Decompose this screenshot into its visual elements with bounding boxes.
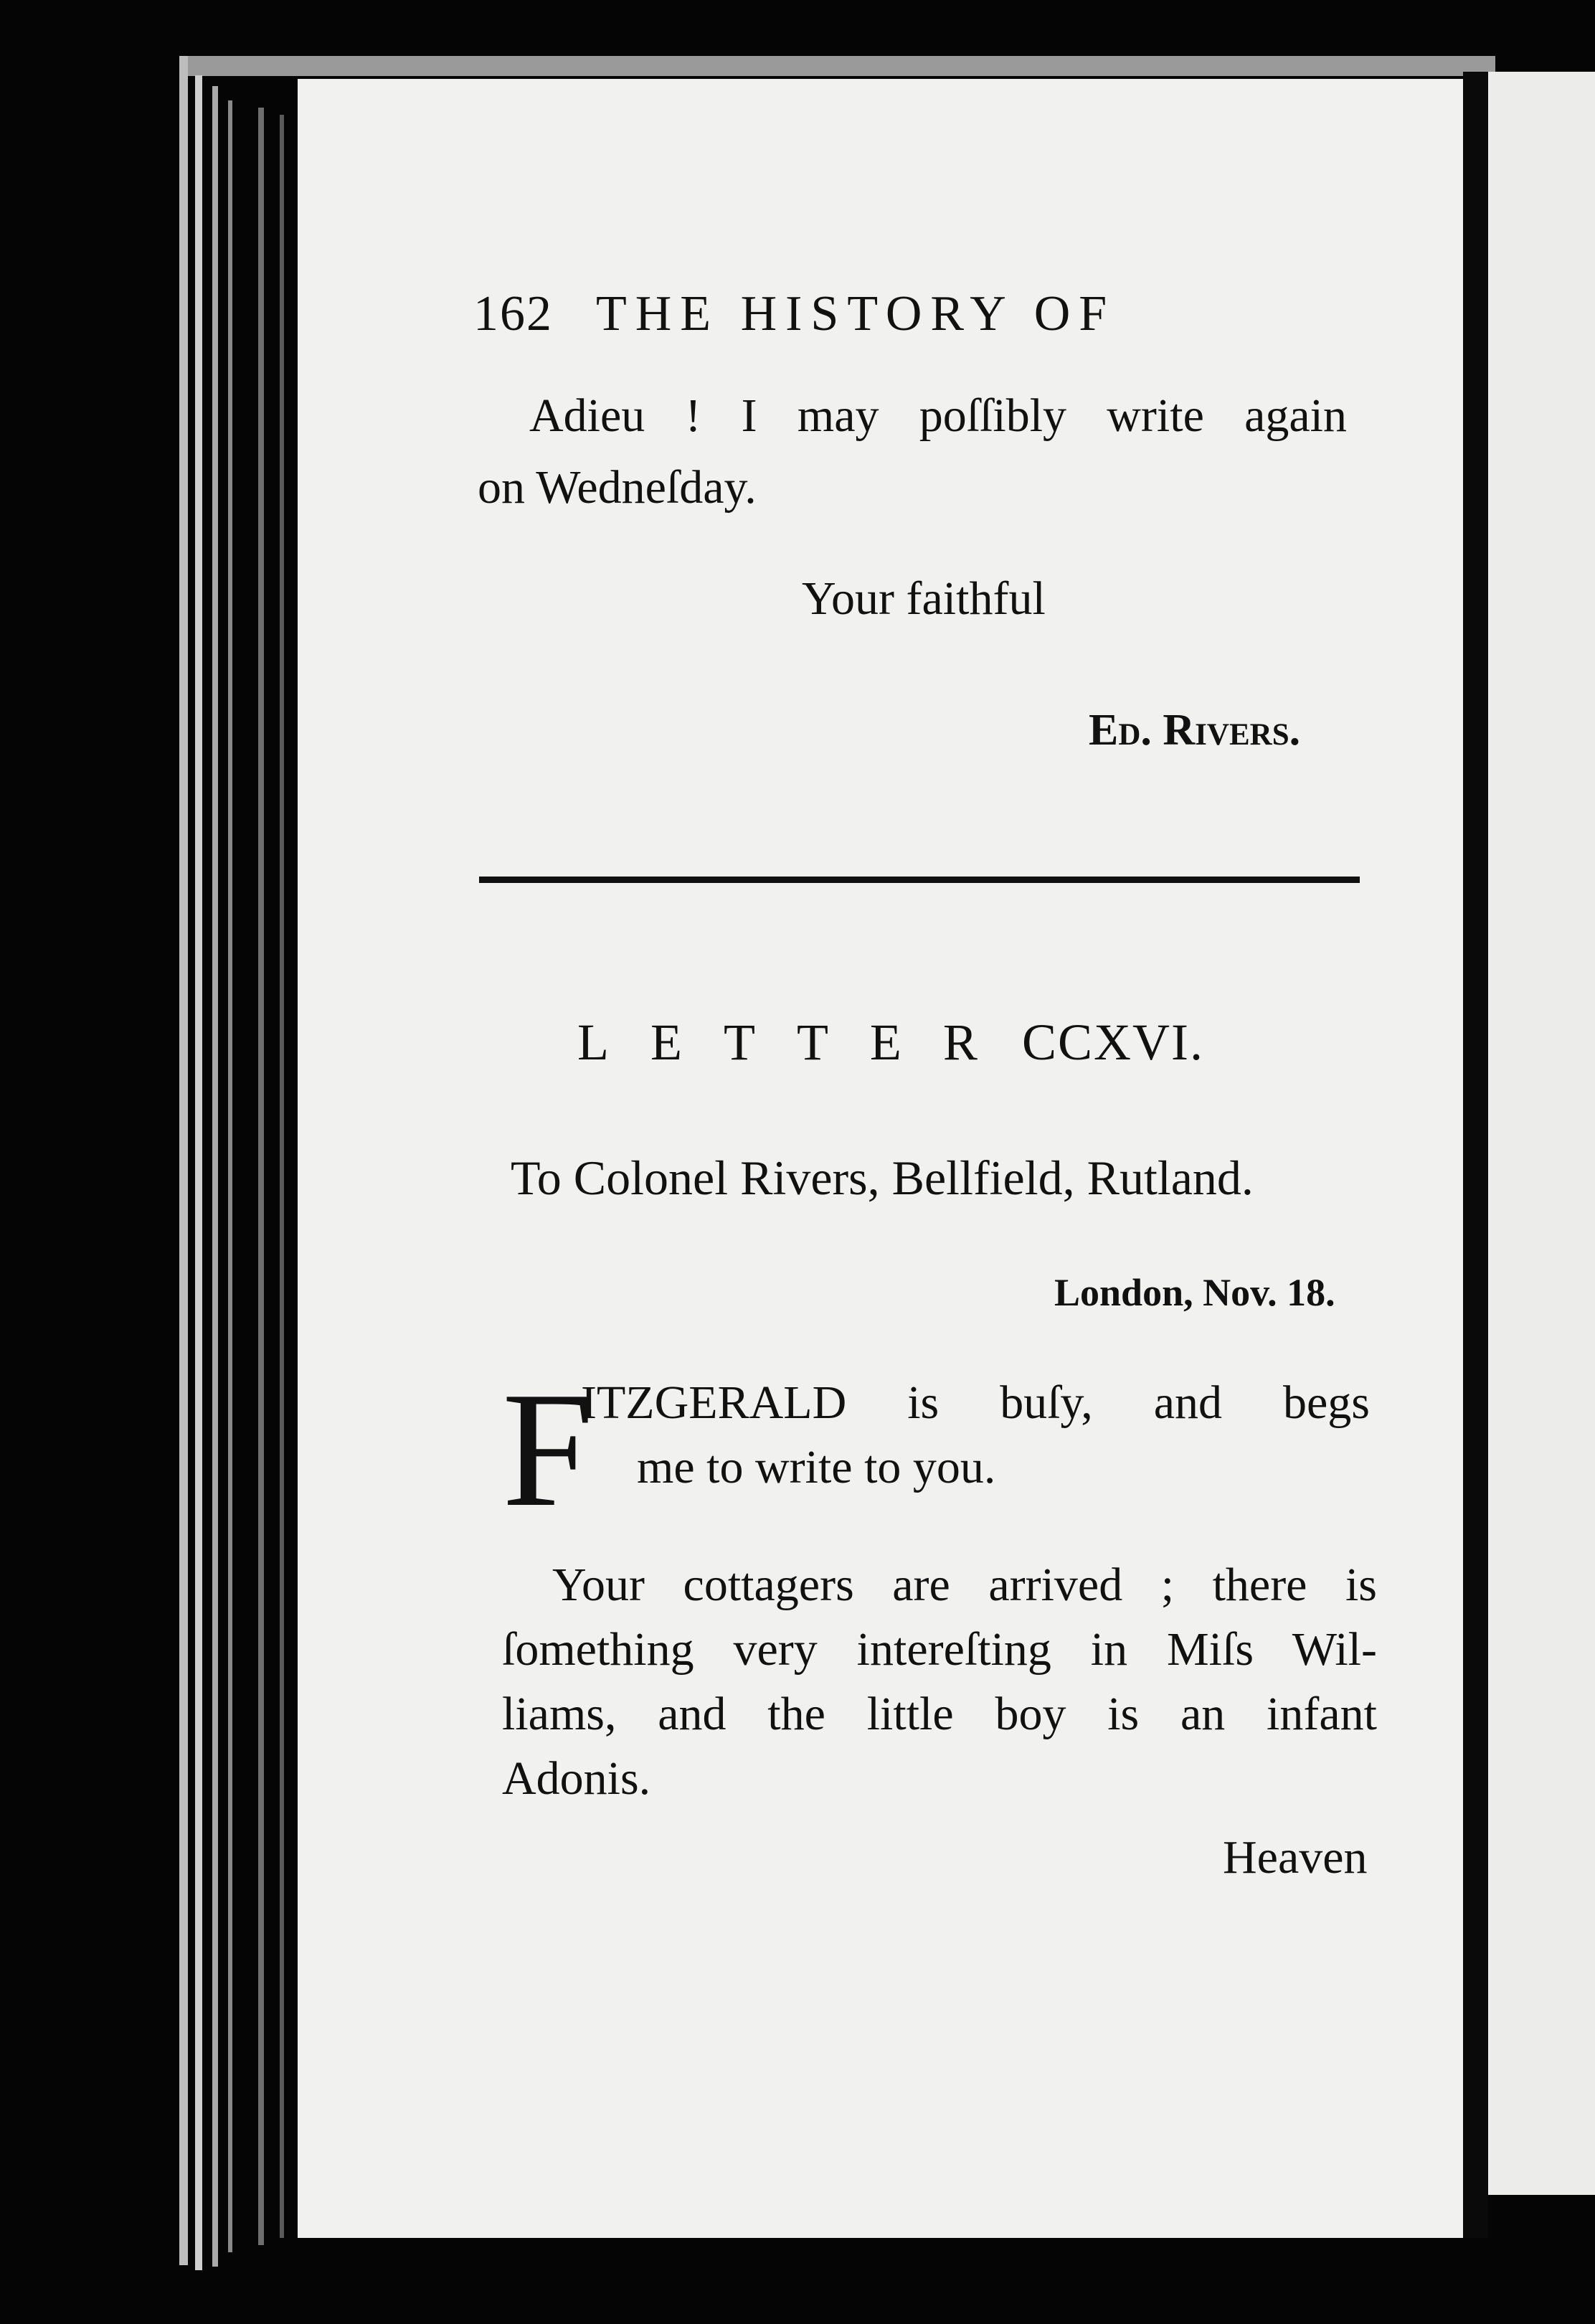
page-edge	[179, 56, 188, 2265]
body-line: Adieu ! I may poſſibly write again	[529, 389, 1347, 442]
drop-cap: F	[502, 1358, 594, 1541]
body-line: Adonis.	[502, 1752, 651, 1805]
gutter	[1463, 72, 1488, 2238]
book-top-edge	[183, 56, 1495, 76]
running-head	[473, 285, 1115, 343]
page-edge	[195, 75, 202, 2270]
letter-dateline: London, Nov. 18.	[1054, 1271, 1335, 1314]
letter-heading	[577, 1013, 1204, 1072]
body-line: on Wedneſday.	[478, 461, 757, 514]
salutation: Your faithful	[802, 572, 1046, 625]
body-line: me to write to you.	[637, 1441, 996, 1493]
facing-page	[1488, 72, 1595, 2195]
body-line: liams, and the little boy is an infant	[502, 1688, 1377, 1740]
body-line: ITZGERALD is buſy, and begs	[581, 1376, 1370, 1429]
letter-address: To Colonel Rivers, Bellfield, Rutland.	[511, 1151, 1254, 1205]
page-number: 162	[473, 286, 553, 341]
page-edge	[280, 115, 284, 2238]
section-rule	[479, 877, 1360, 883]
signature: Ed. Rivers.	[1089, 706, 1301, 755]
running-title: THE HISTORY OF	[596, 286, 1116, 341]
letter-heading-word: LETTER	[577, 1014, 1019, 1071]
page-edge	[228, 100, 232, 2252]
page-edge	[212, 86, 218, 2267]
letter-heading-numeral: CCXVI.	[1021, 1014, 1204, 1071]
page-edge	[258, 108, 264, 2245]
body-line: Your cottagers are arrived ; there is	[552, 1559, 1377, 1611]
body-line: ſomething very intereſting in Miſs Wil-	[502, 1623, 1377, 1676]
catchword: Heaven	[1223, 1831, 1368, 1884]
